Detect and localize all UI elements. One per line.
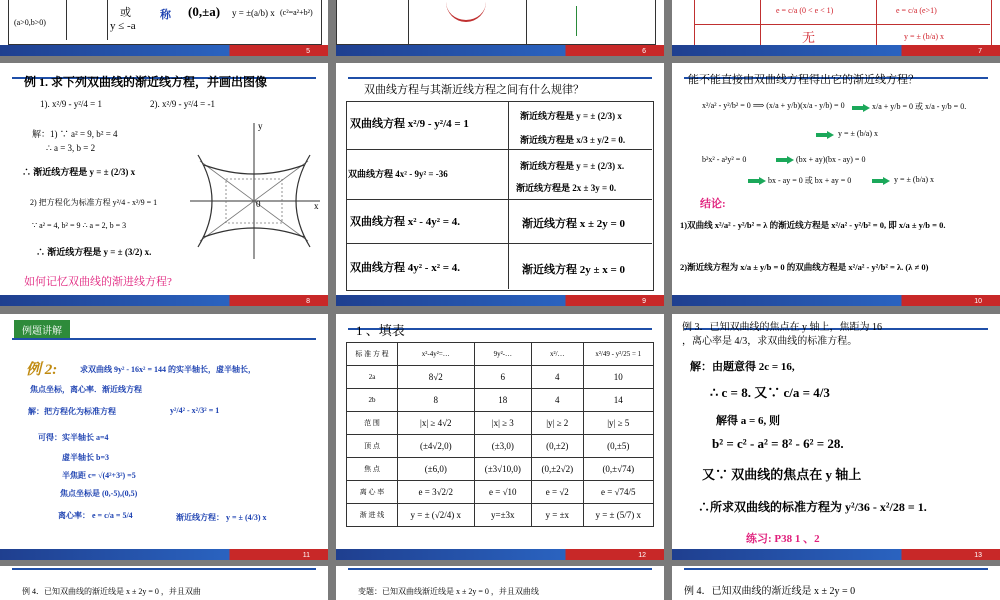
table-row (347, 435, 654, 458)
memory-question: 如何记忆双曲线的渐进线方程? (24, 276, 172, 288)
result-2: 虚半轴长 b=3 (62, 453, 110, 462)
section-tag: 例题讲解 (14, 320, 70, 339)
eccentricity-hyperbola: e = c/a (e>1) (896, 6, 937, 15)
hyperbola-graph (190, 121, 324, 261)
answer-2: ∴ 渐近线方程是 y = ± (3/2) x. (36, 247, 152, 257)
slide-title: 双曲线方程与其渐近线方程之间有什么规律？ (364, 84, 584, 96)
slide-10[interactable] (672, 63, 1000, 306)
table-cell: y = ± (5/7) x (583, 504, 654, 527)
question-2: 2). x²/9 - y²/4 = -1 (150, 99, 215, 109)
example-text: 求双曲线 9y² - 16x² = 144 的实半轴长，虚半轴长， (80, 365, 257, 374)
derivation-2: b²x² - a²y² = 0 (702, 155, 747, 164)
result-4: 焦点坐标是 (0,-5),(0,5) (60, 489, 138, 498)
page-number: 9 (642, 298, 646, 305)
conclusion-1: 1)双曲线 x²/a² - y²/b² = λ 的渐近线方程是 x²/a² - y²/b² = 0, 即 x/a ± y/b = 0. (680, 220, 946, 230)
table-cell: (±3,0) (474, 435, 531, 458)
row-label: 渐 进 线 (347, 504, 398, 527)
eccentricity-ellipse: e = c/a (0 < e < 1) (776, 6, 834, 15)
table-cell: y = ±x (532, 504, 583, 527)
page-number: 10 (974, 298, 982, 305)
table-cell: 18 (474, 389, 531, 412)
example-4-repeat: 例 4．已知双曲线的渐近线是 x ± 2y = 0 (684, 586, 856, 597)
graph-table (336, 0, 656, 45)
hyperbola-condition: (a>0,b>0) (14, 18, 46, 27)
row-3-asymptote: 渐近线方程 x ± 2y = 0 (522, 218, 626, 230)
c-squared-relation: (c²=a²+b²) (280, 8, 313, 17)
example-4: 例 4．已知双曲线的渐近线是 x ± 2y = 0 ，并且双曲 (22, 587, 201, 596)
derivation-2c: bx - ay = 0 或 bx + ay = 0 (768, 176, 852, 185)
row-label: 离 心 率 (347, 481, 398, 504)
derivation-1: x²/a² - y²/b² = 0 ⟹ (x/a + y/b)(x/a - y/b) = 0 (702, 101, 845, 110)
table-cell: |y| ≥ 5 (583, 412, 654, 435)
slide-11[interactable] (0, 314, 328, 560)
y-inequality: y ≤ -a (110, 20, 136, 32)
slide-13[interactable] (672, 314, 1000, 560)
row-label: 2b (347, 389, 398, 412)
or-label: 或 (120, 7, 131, 19)
row-4-asymptote: 渐近线方程 2y ± x = 0 (522, 264, 626, 276)
example-label: 例 2: (26, 362, 58, 378)
row-3-hyperbola: 双曲线方程 x² - 4y² = 4. (350, 216, 461, 228)
header-cell: x²/… (532, 343, 583, 366)
asymptote-formula: y = ±(a/b) x (232, 8, 275, 18)
table-cell: e = √74/5 (583, 481, 654, 504)
arrow-icon (776, 156, 794, 164)
slide-9[interactable] (336, 63, 664, 306)
page-number: 6 (642, 48, 646, 55)
table-row (347, 504, 654, 527)
table-cell: |x| ≥ 3 (474, 412, 531, 435)
question-1: 1). x²/9 - y²/4 = 1 (40, 99, 102, 109)
result-5: 离心率： e = c/a = 5/4 (58, 511, 133, 520)
table-cell: |x| ≥ 4√2 (398, 412, 475, 435)
step-4: 又∵ 双曲线的焦点在 y 轴上 (702, 467, 862, 482)
none-label: 无 (802, 30, 816, 45)
table-cell: y = ± (√2/4) x (398, 504, 475, 527)
derivation-1b: x/a + y/b = 0 或 x/a - y/b = 0. (872, 102, 967, 111)
page-number: 12 (638, 552, 646, 559)
table-row (347, 458, 654, 481)
asymptote-formula: y = ± (b/a) x (904, 32, 945, 41)
y-axis-label: y (258, 121, 263, 131)
table-cell: 10 (583, 366, 654, 389)
answer-1: ∴ 渐近线方程是 y = ± (2/3) x (22, 167, 136, 177)
origin-label: 0 (256, 199, 261, 209)
conclusion-2: 2)渐近线方程为 x/a ± y/b = 0 的双曲线方程是 x²/a² - y²/b² = λ. (λ ≠ 0) (680, 262, 929, 272)
page-number: 7 (978, 48, 982, 55)
derivation-1c: y = ± (b/a) x (838, 129, 879, 138)
page-number: 8 (306, 298, 310, 305)
header-cell: 标 准 方 程 (347, 343, 398, 366)
final-answer: ∴所求双曲线的标准方程为 y²/36 - x²/28 = 1. (698, 500, 927, 514)
table-cell: 6 (474, 366, 531, 389)
page-number: 11 (302, 552, 310, 559)
hyperbola-sketch (66, 0, 108, 40)
row-1-hyperbola: 双曲线方程 x²/9 - y²/4 = 1 (350, 118, 469, 130)
table-cell: e = 3√2/2 (398, 481, 475, 504)
solution-2: 2) 把方程化为标准方程 y²/4 - x²/9 = 1 (30, 198, 158, 207)
header-cell: x²-4y²=… (398, 343, 475, 366)
table-cell: 8 (398, 389, 475, 412)
example-3b: ，离心率是 4/3，求双曲线的标准方程。 (682, 336, 858, 347)
row-1-asymptote-b: 渐近线方程是 x/3 ± y/2 = 0. (520, 135, 626, 145)
table-cell: y=±3x (474, 504, 531, 527)
step-1: ∴ c = 8. 又∵ c/a = 4/3 (710, 385, 830, 400)
table-cell: (0,±2√2) (532, 458, 583, 481)
table-cell: 4 (532, 366, 583, 389)
solution-1: 解：1) ∵ a² = 9, b² = 4 (32, 129, 118, 139)
table-cell: (0,±5) (583, 435, 654, 458)
practice-label: 练习: P38 1 、2 (746, 533, 820, 545)
slide-8[interactable] (0, 63, 328, 306)
table-cell: 14 (583, 389, 654, 412)
arrow-icon (748, 177, 766, 185)
conclusion-label: 结论: (700, 198, 726, 210)
derivation-2b: (bx + ay)(bx - ay) = 0 (796, 155, 866, 164)
row-label: 焦 点 (347, 458, 398, 481)
fill-in-table (346, 342, 654, 527)
arrow-icon (816, 131, 834, 139)
example-title: 例 1. 求下列双曲线的渐近线方程，并画出图像 (24, 75, 268, 89)
table-cell: (±4√2,0) (398, 435, 475, 458)
table-cell: (±6,0) (398, 458, 475, 481)
table-cell: 4 (532, 389, 583, 412)
table-cell: 8√2 (398, 366, 475, 389)
header-cell: 9y²-… (474, 343, 531, 366)
solution-2b: ∵ a² = 4, b² = 9 ∴ a = 2, b = 3 (32, 221, 127, 230)
table-cell: (±3√10,0) (474, 458, 531, 481)
arrow-icon (872, 177, 890, 185)
focus-coords: (0,±a) (188, 4, 221, 19)
result-3: 半焦距 c= √(4²+3²) =5 (62, 471, 136, 480)
table-cell: e = √10 (474, 481, 531, 504)
step-2: 解得 a = 6, 则 (716, 415, 781, 427)
solution-1b: ∴ a = 3, b = 2 (46, 143, 96, 153)
slide-15[interactable] (336, 566, 664, 600)
arrow-icon (852, 104, 870, 112)
slide-12[interactable] (336, 314, 664, 560)
table-row (347, 481, 654, 504)
slide-16[interactable] (672, 566, 1000, 600)
result-1: 可得：实半轴长 a=4 (38, 433, 109, 442)
row-2-asymptote-a: 渐近线方程是 y = ± (2/3) x. (520, 161, 625, 171)
header-cell: x²/49 - y²/25 = 1 (583, 343, 654, 366)
variant-problem: 变题：已知双曲线渐近线是 x ± 2y = 0 ，并且双曲线 (358, 587, 539, 596)
row-label: 2a (347, 366, 398, 389)
slide-title: 能不能直接由双曲线方程得出它的渐近线方程？ (688, 74, 919, 86)
x-axis-label: x (314, 201, 319, 211)
row-label: 范 围 (347, 412, 398, 435)
result-6: 渐近线方程： y = ± (4/3) x (176, 513, 267, 522)
table-cell: (0,±√74) (583, 458, 654, 481)
example-text-2: 焦点坐标，离心率．渐近线方程 (30, 385, 142, 394)
table-cell: (0,±2) (532, 435, 583, 458)
example-3: 例 3．已知双曲线的焦点在 y 轴上，焦距为 16 (682, 322, 882, 333)
slide-14[interactable] (0, 566, 328, 600)
slide-7[interactable] (672, 0, 1000, 56)
standard-form: y²/4² - x²/3² = 1 (170, 406, 220, 415)
table-row (347, 412, 654, 435)
slide-title: 1 、填表 (356, 323, 405, 338)
table-cell: e = √2 (532, 481, 583, 504)
row-label: 顶 点 (347, 435, 398, 458)
table-row (347, 366, 654, 389)
solution-line: 解：由题意得 2c = 16, (690, 361, 795, 373)
page-number: 13 (974, 552, 982, 559)
table-row (347, 389, 654, 412)
row-2-asymptote-b: 渐近线方程是 2x ± 3y = 0. (516, 183, 617, 193)
row-4-hyperbola: 双曲线方程 4y² - x² = 4. (350, 262, 461, 274)
solution-text: 解：把方程化为标准方程 (28, 407, 116, 416)
step-3: b² = c² - a² = 8² - 6² = 28. (712, 436, 844, 451)
slide-6[interactable] (336, 0, 664, 56)
row-2-hyperbola: 双曲线方程 4x² - 9y² = -36 (348, 169, 448, 179)
row-1-asymptote-a: 渐近线方程是 y = ± (2/3) x (520, 111, 622, 121)
slide-5[interactable] (0, 0, 328, 56)
table-cell: |y| ≥ 2 (532, 412, 583, 435)
derivation-2d: y = ± (b/a) x (894, 175, 935, 184)
page-number: 5 (306, 48, 310, 55)
symmetry-label: 称 (160, 9, 171, 21)
